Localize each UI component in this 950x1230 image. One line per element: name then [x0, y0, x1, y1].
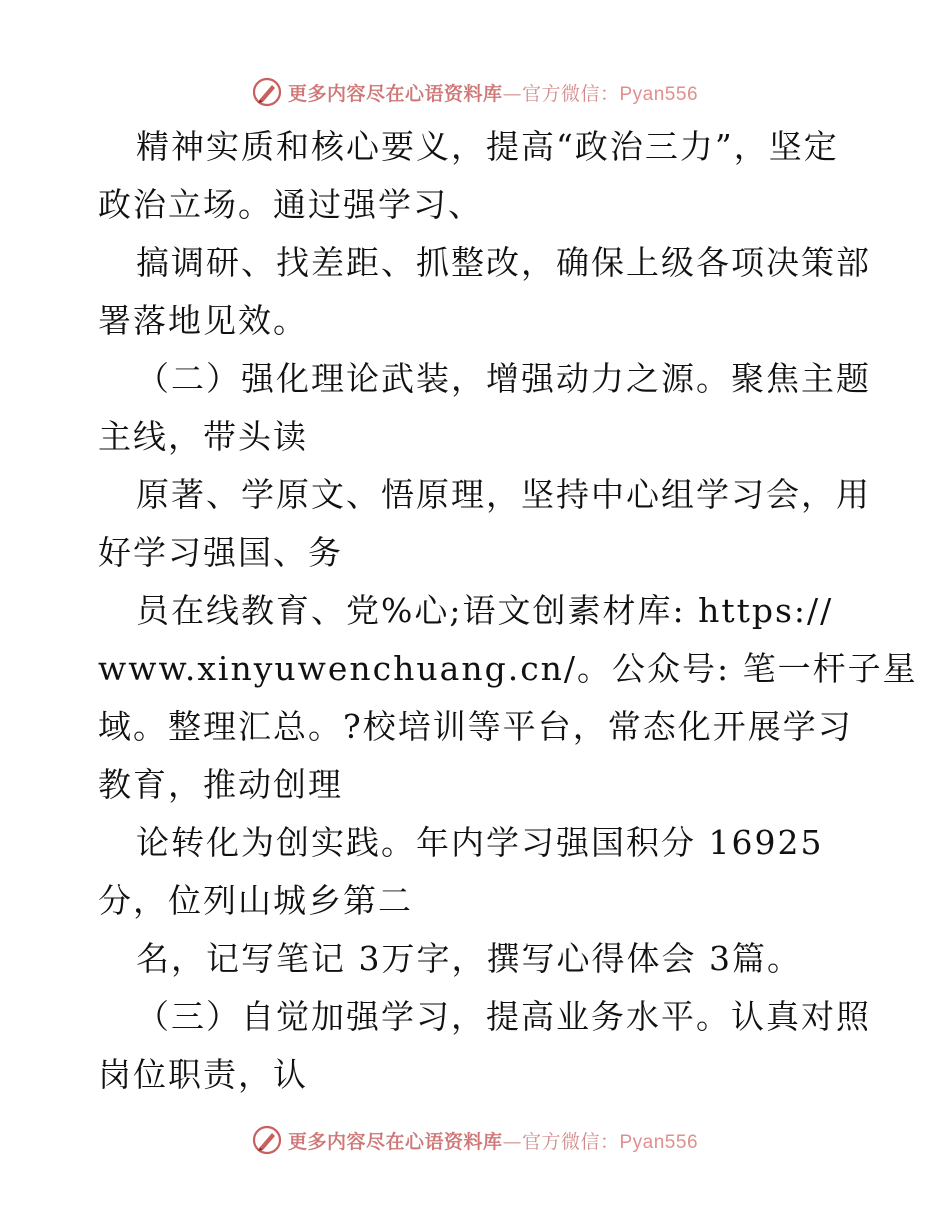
text-line: 精神实质和核心要义，提高“政治三力”，坚定 — [136, 127, 839, 166]
text-line: 搞调研、找差距、抓整改，确保上级各项决策部 — [136, 243, 871, 282]
text-line: 主线，带头读 — [98, 417, 308, 456]
watermark-brand: 更多内容尽在心语资料库 — [287, 1130, 503, 1153]
text-line: 论转化为创实践。年内学习强国积分 16925 — [136, 823, 824, 862]
text-line: 教育，推动创理 — [98, 765, 343, 804]
watermark-separator: — — [502, 82, 522, 105]
watermark-wechat-label: 官方微信： — [521, 82, 620, 105]
text-line: 署落地见效。 — [98, 301, 308, 340]
text-line: 原著、学原文、悟原理，坚持中心组学习会，用 — [136, 475, 871, 514]
text-line: 分，位列山城乡第二 — [98, 881, 413, 920]
pen-logo-icon — [252, 1125, 282, 1155]
pen-logo-icon — [252, 77, 282, 107]
text-line: 名，记写笔记 3万字，撰写心得体会 3篇。 — [136, 939, 802, 978]
watermark-wechat-id: Pyan556 — [619, 1131, 699, 1153]
text-line: 政治立场。通过强学习、 — [98, 185, 483, 224]
watermark-text — [288, 1127, 698, 1154]
section-heading-line: （三）自觉加强学习，提高业务水平。认真对照 — [136, 997, 871, 1036]
header-watermark-banner — [0, 72, 950, 112]
text-line: 域。整理汇总。?校培训等平台，常态化开展学习 — [98, 707, 853, 746]
text-line: 员在线教育、党%心;语文创素材库: https:// — [136, 591, 834, 630]
text-line: 好学习强国、务 — [98, 533, 343, 572]
text-line: www.xinyuwenchuang.cn/。公众号: 笔一杆子星 — [98, 649, 918, 688]
watermark-brand: 更多内容尽在心语资料库 — [287, 82, 503, 105]
watermark-wechat-id: Pyan556 — [619, 83, 699, 105]
section-heading-line: （二）强化理论武装，增强动力之源。聚焦主题 — [136, 359, 871, 398]
watermark-text — [288, 79, 698, 106]
watermark-separator: — — [502, 1130, 522, 1153]
footer-watermark-banner — [0, 1120, 950, 1160]
watermark-wechat-label: 官方微信： — [521, 1130, 620, 1153]
text-line: 岗位职责，认 — [98, 1055, 308, 1094]
document-body — [98, 118, 918, 1104]
